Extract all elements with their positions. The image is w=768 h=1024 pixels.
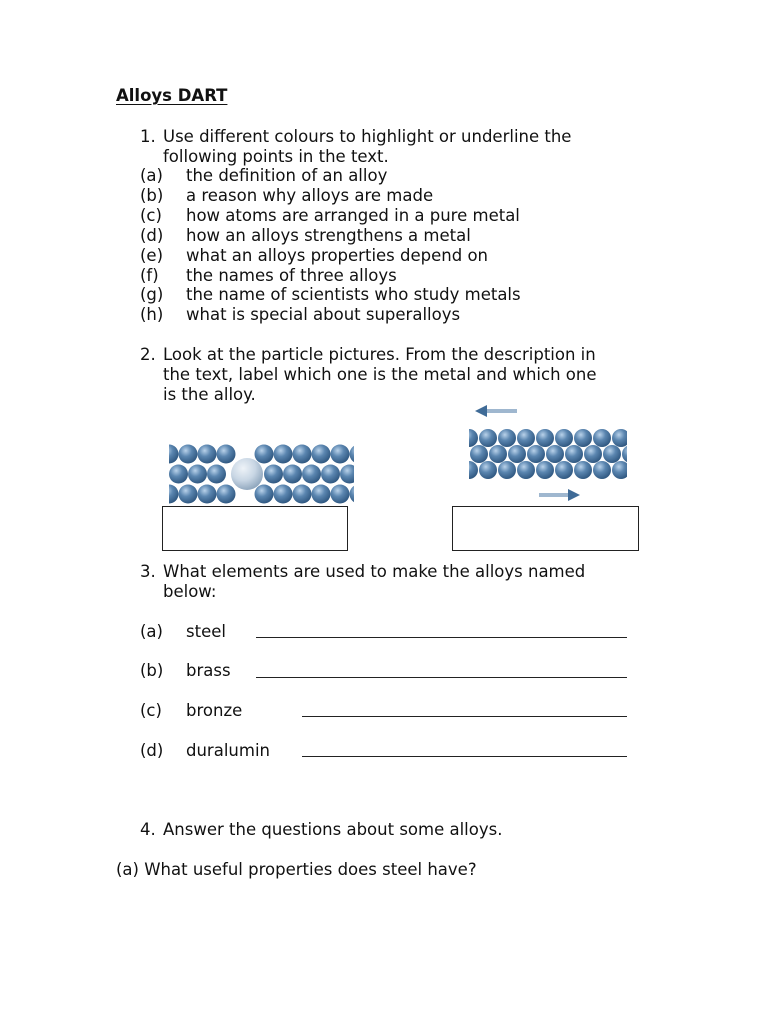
right-arrow-icon — [539, 489, 580, 501]
atom — [622, 445, 640, 463]
atom — [536, 461, 554, 479]
q3-item-a-text: steel — [186, 622, 226, 641]
q3-item-b-text: brass — [186, 661, 231, 680]
atom — [536, 429, 554, 447]
question-2-text-line2: the text, label which one is the metal and which one — [163, 365, 597, 384]
question-3-number: 3. — [140, 562, 156, 581]
duralumin-answer-line[interactable] — [302, 756, 627, 757]
q3-item-d-text: duralumin — [186, 741, 270, 760]
q1-item-b-text: a reason why alloys are made — [186, 186, 434, 205]
atom — [527, 445, 545, 463]
atom — [603, 445, 621, 463]
atom — [312, 445, 331, 464]
atom — [169, 465, 188, 484]
q3-item-b-label: (b) — [140, 661, 164, 680]
atom — [612, 429, 630, 447]
atom — [217, 485, 236, 504]
atom — [274, 445, 293, 464]
question-1-text-line1: Use different colours to highlight or underline the — [163, 127, 572, 146]
left-arrow-icon — [475, 405, 517, 417]
atom — [593, 461, 611, 479]
atom — [179, 445, 198, 464]
q1-item-a-text: the definition of an alloy — [186, 166, 388, 185]
steel-answer-line[interactable] — [256, 637, 627, 638]
q1-item-c-text: how atoms are arranged in a pure metal — [186, 206, 520, 225]
atom — [350, 445, 369, 464]
q1-item-h-text: what is special about superalloys — [186, 305, 461, 324]
question-4-text: Answer the questions about some alloys. — [163, 820, 503, 839]
question-4-part-a: (a) What useful properties does steel have? — [116, 860, 477, 879]
label-box-right[interactable] — [452, 506, 639, 551]
atom — [255, 485, 274, 504]
atom — [517, 429, 535, 447]
q1-item-h-label: (h) — [140, 305, 164, 324]
atom — [460, 429, 478, 447]
bronze-answer-line[interactable] — [302, 716, 627, 717]
q1-item-d-label: (d) — [140, 226, 164, 245]
atom — [293, 445, 312, 464]
q3-item-a-label: (a) — [140, 622, 163, 641]
q3-item-c-text: bronze — [186, 701, 243, 720]
q1-item-b-label: (b) — [140, 186, 164, 205]
atom — [470, 445, 488, 463]
q1-item-g-text: the name of scientists who study metals — [186, 285, 521, 304]
question-1-text-line2: following points in the text. — [163, 147, 389, 166]
q1-item-f-text: the names of three alloys — [186, 266, 397, 285]
atom — [498, 461, 516, 479]
atom — [479, 461, 497, 479]
question-1-number: 1. — [140, 127, 156, 146]
q3-item-c-label: (c) — [140, 701, 162, 720]
atom — [255, 445, 274, 464]
atom — [312, 485, 331, 504]
alloy-particle-diagram — [169, 444, 354, 504]
question-2-text-line1: Look at the particle pictures. From the description in — [163, 345, 596, 364]
question-2-number: 2. — [140, 345, 156, 364]
atom — [331, 485, 350, 504]
q1-item-e-label: (e) — [140, 246, 164, 265]
atom — [350, 485, 369, 504]
atom — [584, 445, 602, 463]
metal-particle-diagram — [469, 404, 629, 504]
atom — [479, 429, 497, 447]
atom — [498, 429, 516, 447]
atom — [460, 461, 478, 479]
atom — [321, 465, 340, 484]
brass-answer-line[interactable] — [256, 677, 627, 678]
page-title: Alloys DART — [116, 86, 228, 105]
atom — [546, 445, 564, 463]
atom — [331, 445, 350, 464]
atom — [188, 465, 207, 484]
atom — [555, 429, 573, 447]
q3-item-d-label: (d) — [140, 741, 164, 760]
q1-item-g-label: (g) — [140, 285, 164, 304]
atom — [574, 461, 592, 479]
atom — [283, 465, 302, 484]
question-4-number: 4. — [140, 820, 156, 839]
atom — [508, 445, 526, 463]
q1-item-a-label: (a) — [140, 166, 163, 185]
atom — [517, 461, 535, 479]
atom — [179, 485, 198, 504]
q1-item-c-label: (c) — [140, 206, 162, 225]
atom — [160, 445, 179, 464]
question-3-text-line2: below: — [163, 582, 217, 601]
atom — [217, 445, 236, 464]
atom — [565, 445, 583, 463]
atom — [198, 485, 217, 504]
q1-item-d-text: how an alloys strengthens a metal — [186, 226, 471, 245]
question-2-text-line3: is the alloy. — [163, 385, 256, 404]
atom — [302, 465, 321, 484]
atom — [555, 461, 573, 479]
atom — [489, 445, 507, 463]
atom — [198, 445, 217, 464]
question-3-text-line1: What elements are used to make the alloys named — [163, 562, 586, 581]
atom — [274, 485, 293, 504]
atom — [340, 465, 359, 484]
atom — [207, 465, 226, 484]
atom — [264, 465, 283, 484]
q1-item-e-text: what an alloys properties depend on — [186, 246, 488, 265]
atom — [150, 465, 169, 484]
atom — [593, 429, 611, 447]
atom — [612, 461, 630, 479]
label-box-left[interactable] — [162, 506, 348, 551]
atom — [160, 485, 179, 504]
large-atom — [231, 458, 263, 490]
q1-item-f-label: (f) — [140, 266, 159, 285]
atom — [574, 429, 592, 447]
atom — [293, 485, 312, 504]
